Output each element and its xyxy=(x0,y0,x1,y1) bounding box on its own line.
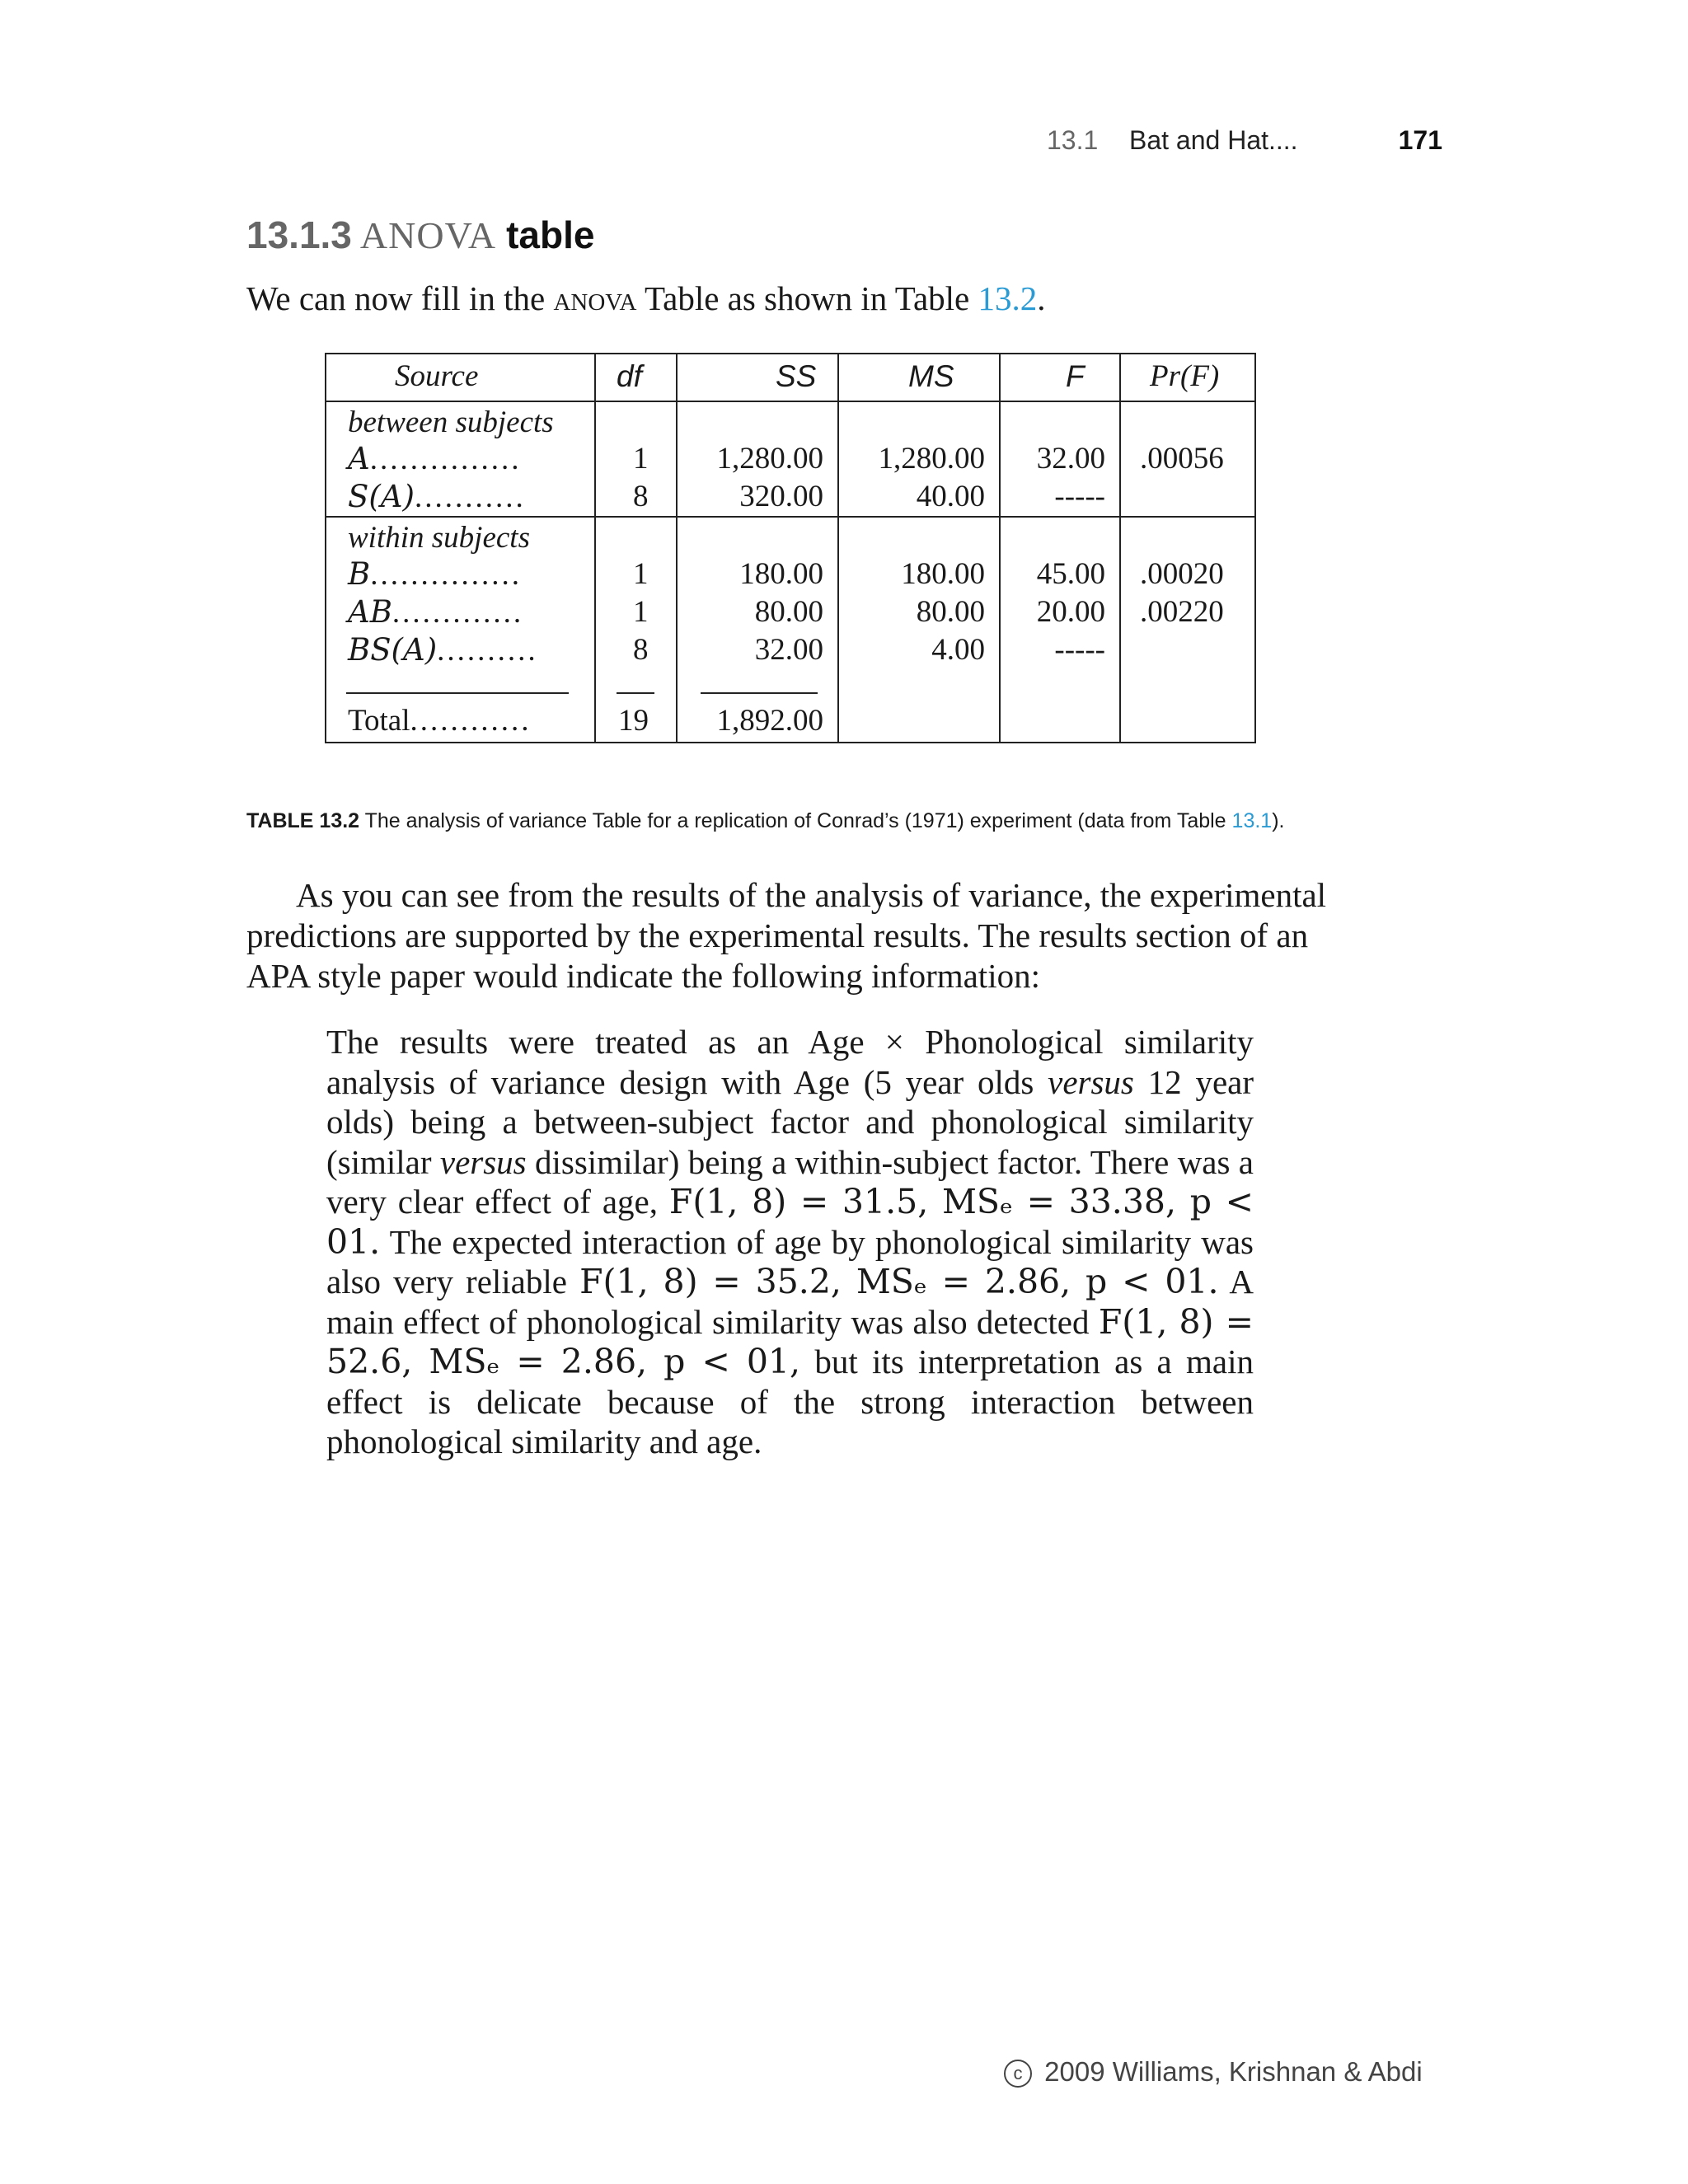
header-source: Source xyxy=(395,359,479,393)
header-pr-f: Pr(F) xyxy=(1150,359,1220,393)
row-df: 8 xyxy=(633,633,649,667)
group-divider xyxy=(326,516,1254,518)
header-f: F xyxy=(1066,359,1085,393)
row-source: AB............. xyxy=(348,594,524,630)
row-ms: 4.00 xyxy=(931,633,985,667)
header-ms: MS xyxy=(908,359,954,393)
page-number: 171 xyxy=(1398,125,1442,155)
row-f: 45.00 xyxy=(1036,557,1105,591)
row-f: ----- xyxy=(1054,480,1105,513)
intro-end: . xyxy=(1037,279,1046,317)
row-f: ----- xyxy=(1054,633,1105,667)
anova-table xyxy=(325,353,1256,743)
total-rule xyxy=(701,692,818,694)
caption-end: ). xyxy=(1272,809,1285,832)
section-heading-word: table xyxy=(506,213,595,256)
running-header-section-number: 13.1 xyxy=(1047,125,1099,155)
total-ss: 1,892.00 xyxy=(716,704,823,738)
row-df: 1 xyxy=(633,442,649,476)
row-pr: .00056 xyxy=(1140,442,1224,476)
running-header xyxy=(1047,125,1442,165)
statistic-interaction: F(1, 8) = 35.2, MSₑ = 2.86, p < 01. xyxy=(579,1262,1219,1301)
section-heading-anova: ANOVA xyxy=(359,214,497,256)
column-divider xyxy=(999,354,1001,742)
intro-before: We can now fill in the xyxy=(246,279,546,317)
header-df: df xyxy=(617,359,642,393)
row-source: B............... xyxy=(348,556,522,592)
column-divider xyxy=(837,354,839,742)
copyright-text: 2009 Williams, Krishnan & Abdi xyxy=(1044,2056,1423,2087)
row-source: S(A)........... xyxy=(348,479,526,514)
row-ss: 1,280.00 xyxy=(716,442,823,476)
running-header-section-title: Bat and Hat.... xyxy=(1129,125,1298,155)
table-caption xyxy=(246,809,1285,833)
column-divider xyxy=(594,354,596,742)
row-df: 8 xyxy=(633,480,649,513)
column-divider xyxy=(676,354,678,742)
body-paragraph xyxy=(246,875,1334,996)
block-quote-text: The results were treated as an Age × Phonological similarity analysis of variance design with Age (5 year olds versus 12 year olds) being a between-subject factor and phonological similarity (similar versus dissimilar) being a within-subject factor. There was a very clear effect of age, F(1, 8) = 31.5, MSₑ = 33.38, p < 01. The expected interaction of age by phonological similarity was also very reliable F(1, 8) = 35.2, MSₑ = 2.86, p < 01. A main effect of phonological similarity was also detected F(1, 8) = 52.6, MSₑ = 2.86, p < 01, but its interpretation as a main effect is delicate because of the strong interaction between phonological similarity and age. xyxy=(326,1023,1254,1460)
row-ss: 180.00 xyxy=(739,557,823,591)
total-rule xyxy=(617,692,654,694)
row-f: 20.00 xyxy=(1036,595,1105,629)
table-reference-link[interactable]: 13.2 xyxy=(978,279,1038,317)
copyright-footer xyxy=(1004,2056,1423,2088)
section-heading xyxy=(246,213,594,257)
row-ms: 1,280.00 xyxy=(878,442,985,476)
row-ss: 80.00 xyxy=(754,595,823,629)
row-source: BS(A).......... xyxy=(348,632,538,668)
statistic-age: F(1, 8) = 31.5, MSₑ = 33.38, p < 01. xyxy=(326,1182,1254,1262)
caption-label: TABLE 13.2 xyxy=(246,809,360,832)
caption-text: The analysis of variance Table for a replication of Conrad’s (1971) experiment (data from Table xyxy=(364,809,1226,832)
row-pr: .00020 xyxy=(1140,557,1224,591)
column-divider xyxy=(1119,354,1121,742)
total-source: Total............ xyxy=(348,704,532,738)
row-ss: 320.00 xyxy=(739,480,823,513)
row-ss: 32.00 xyxy=(754,633,823,667)
block-quote xyxy=(326,1022,1254,1462)
caption-table-reference-link[interactable]: 13.1 xyxy=(1231,809,1273,832)
row-ms: 180.00 xyxy=(901,557,985,591)
header-divider xyxy=(326,401,1254,402)
header-ss: SS xyxy=(776,359,817,393)
total-rule xyxy=(346,692,569,694)
row-pr: .00220 xyxy=(1140,595,1224,629)
row-source: A............... xyxy=(348,441,522,476)
copyright-icon: c xyxy=(1004,2060,1032,2088)
group-label-within: within subjects xyxy=(348,521,530,555)
row-df: 1 xyxy=(633,557,649,591)
row-ms: 80.00 xyxy=(916,595,985,629)
group-label-between: between subjects xyxy=(348,405,554,439)
body-paragraph-text: As you can see from the results of the analysis of variance, the experimental predictions are supported by the experimental results. The results section of an APA style paper would indicate the following information: xyxy=(246,876,1327,995)
row-f: 32.00 xyxy=(1036,442,1105,476)
section-heading-number: 13.1.3 xyxy=(246,213,352,256)
statistic-phonological: F(1, 8) = 52.6, MSₑ = 2.86, p < 01, xyxy=(326,1301,1254,1381)
row-df: 1 xyxy=(633,595,649,629)
intro-sentence xyxy=(246,279,1046,318)
intro-anova: anova xyxy=(553,279,637,317)
intro-middle: Table as shown in Table xyxy=(644,279,970,317)
row-ms: 40.00 xyxy=(916,480,985,513)
total-df: 19 xyxy=(618,704,649,738)
